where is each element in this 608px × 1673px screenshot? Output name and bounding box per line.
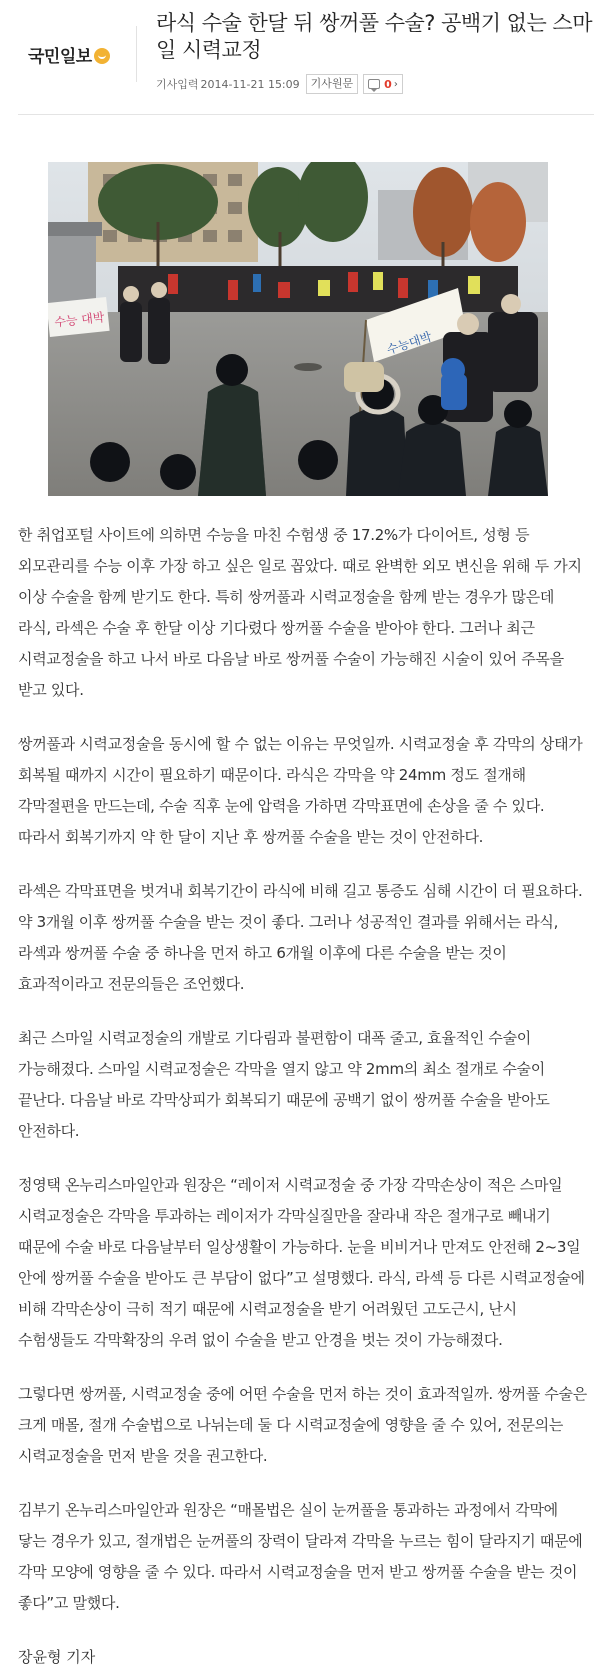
publish-date: 2014-11-21 15:09 bbox=[200, 77, 300, 91]
article-photo bbox=[48, 162, 548, 496]
article-header bbox=[0, 0, 608, 118]
original-article-button[interactable]: 기사원문 bbox=[306, 74, 359, 94]
article-paragraph: 김부기 온누리스마일안과 원장은 “매몰법은 실이 눈꺼풀을 통과하는 과정에서 각막에 닿는 경우가 있고, 절개법은 눈꺼풀의 장력이 달라져 각막을 누르는 힘이 달라지기 때문에 각막 모양에 영향을 줄 수 있다. 따라서 시력교정술을 먼저 받고 쌍꺼풀 수술을 받는 것이 좋다”고 말했다. bbox=[18, 1501, 583, 1612]
smile-logo-icon bbox=[94, 48, 110, 64]
comment-bubble-icon bbox=[368, 79, 380, 89]
article-title: 라식 수술 한달 뒤 쌍꺼풀 수술? 공백기 없는 스마일 시력교정 bbox=[156, 11, 592, 62]
article-paragraph: 정영택 온누리스마일안과 원장은 “레이저 시력교정술 중 가장 각막손상이 적은 스마일 시력교정술은 각막을 투과하는 레이저가 각막실질만을 잘라내 작은 절개구로 빼내기 때문에 수술 바로 다음날부터 일상생활이 가능하다. 눈을 비비거나 만져도 안전해 2~3일 안에 쌍꺼풀 수술을 받아도 큰 부담이 없다”고 설명했다. 라식, 라섹 등 다른 시력교정술에 비해 각막손상이 극히 적기 때문에 시력교정술을 받기 어려웠던 고도근시, 난시 수험생들도 각막확장의 우려 없이 수술을 받고 안경을 벗는 것이 가능해졌다. bbox=[18, 1176, 585, 1349]
date-label: 기사입력 bbox=[156, 78, 199, 91]
comment-count: 0 bbox=[384, 77, 392, 91]
banner-left bbox=[48, 297, 110, 337]
article-paragraph: 그렇다면 쌍꺼풀, 시력교정술 중에 어떤 수술을 먼저 하는 것이 효과적일까. 쌍꺼풀 수술은 크게 매몰, 절개 수술법으로 나뉘는데 둘 다 시력교정술에 영향을 줄 수 있어, 전문의는 시력교정술을 먼저 받을 것을 권고한다. bbox=[18, 1385, 587, 1465]
article-body bbox=[18, 520, 590, 1673]
chevron-right-icon: › bbox=[393, 78, 398, 90]
banner-right-text: 수능대박 bbox=[385, 329, 434, 358]
article-meta bbox=[156, 74, 403, 94]
crowd-photo-illustration bbox=[48, 162, 548, 496]
reporter-byline: 장윤형 기자 bbox=[18, 1648, 96, 1666]
header-rule bbox=[18, 114, 594, 115]
article-paragraph: 쌍꺼풀과 시력교정술을 동시에 할 수 없는 이유는 무엇일까. 시력교정술 후 각막의 상태가 회복될 때까지 시간이 필요하기 때문이다. 라식은 각막을 약 24mm 정도 절개해 각막절편을 만드는데, 수술 직후 눈에 압력을 가하면 각막표면에 손상을 줄 수 있다. 따라서 회복기까지 약 한 달이 지난 후 쌍꺼풀 수술을 받는 것이 안전하다. bbox=[18, 735, 583, 846]
article-paragraph: 한 취업포털 사이트에 의하면 수능을 마친 수험생 중 17.2%가 다이어트, 성형 등 외모관리를 수능 이후 가장 하고 싶은 일로 꼽았다. 때로 완벽한 외모 변신을 위해 두 가지 이상 수술을 함께 받기도 한다. 특히 쌍꺼풀과 시력교정술을 함께 받는 경우가 많은데 라식, 라섹은 수술 후 한달 이상 기다렸다 쌍꺼풀 수술을 받아야 한다. 그러나 최근 시력교정술을 하고 나서 바로 다음날 바로 쌍꺼풀 수술이 가능해진 시술이 있어 주목을 받고 있다. bbox=[18, 526, 582, 699]
publisher-logo-text: 국민일보 bbox=[28, 47, 92, 67]
comment-button[interactable] bbox=[363, 74, 403, 94]
banner-left-text: 수능 대박 bbox=[53, 310, 106, 330]
article-paragraph: 최근 스마일 시력교정술의 개발로 기다림과 불편함이 대폭 줄고, 효율적인 수술이 가능해졌다. 스마일 시력교정술은 각막을 열지 않고 약 2mm의 최소 절개로 수술이 끝난다. 다음날 바로 각막상피가 회복되기 때문에 공백기 없이 쌍꺼풀 수술을 받아도 안전하다. bbox=[18, 1029, 550, 1140]
publisher-logo[interactable] bbox=[28, 42, 110, 67]
article-paragraph: 라섹은 각막표면을 벗겨내 회복기간이 라식에 비해 길고 통증도 심해 시간이 더 필요하다. 약 3개월 이후 쌍꺼풀 수술을 받는 것이 좋다. 그러나 성공적인 결과를 위해서는 라식, 라섹과 쌍꺼풀 수술 중 하나을 먼저 하고 6개월 이후에 다른 수술을 받는 것이 효과적이라고 전문의들은 조언했다. bbox=[18, 882, 583, 993]
header-divider bbox=[136, 26, 137, 82]
